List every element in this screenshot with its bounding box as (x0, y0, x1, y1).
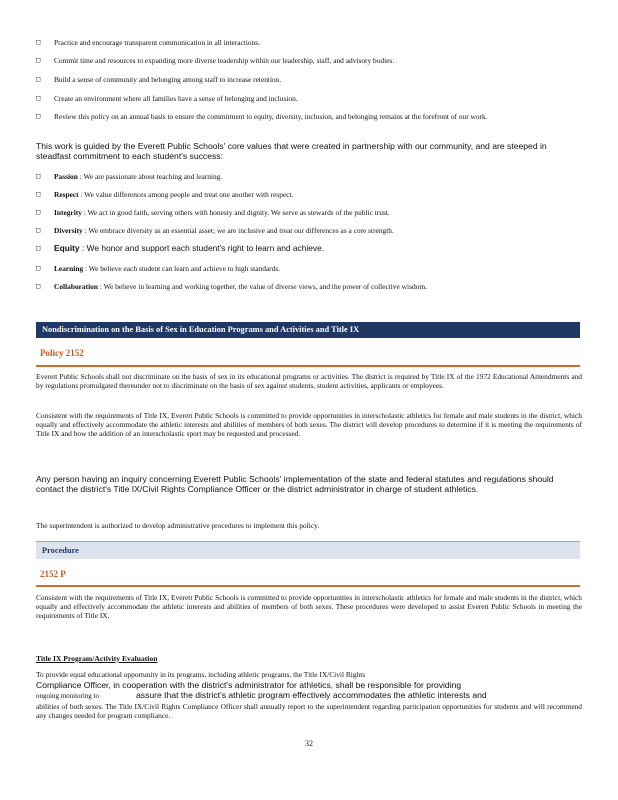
bullet-marker: □ (36, 282, 41, 290)
bullet-marker: □ (36, 75, 41, 83)
list-item (36, 94, 576, 103)
core-value-desc: : We act in good faith, serving others with honesty and dignity. We serve as stewards of the public trust. (83, 208, 390, 217)
core-value-term: Integrity (54, 208, 82, 217)
page-number: 32 (305, 739, 313, 748)
core-value-item (36, 226, 576, 235)
evaluation-line: To provide equal educational opportunity in its programs, including athletic programs, the Title IX/Civil Rights (36, 670, 366, 679)
core-value-term: Collaboration (54, 282, 98, 291)
procedure-paragraph: Consistent with the requirements of Title IX, Everett Public Schools is committed to provide opportunities in interscholastic athletics for female and male students in the district, which equally and effectively accommodate the athletic interests and abilities of members of both sexes. These procedures were developed to assist Everett Public Schools in meeting the requirements of Title IX. (36, 593, 582, 620)
core-value-desc: : We embrace diversity as an essential asset; we are inclusive and treat our differences as a core strength. (84, 226, 394, 235)
bullet-text: Build a sense of community and belonging among staff to increase retention. (54, 75, 282, 84)
core-value-item (36, 208, 576, 217)
core-value-item (36, 190, 576, 199)
core-value-term: Learning (54, 264, 84, 273)
core-value-desc: : We value differences among people and treat one another with respect. (80, 190, 294, 199)
core-value-term: Diversity (54, 226, 83, 235)
core-value-term: Respect (54, 190, 79, 199)
core-value-desc: : We believe each student can learn and achieve to high standards. (85, 264, 281, 273)
evaluation-line: assure that the district's athletic program effectively accommodates the athletic interests and (136, 690, 487, 700)
policy-paragraph: Consistent with the requirements of Title IX, Everett Public Schools is committed to provide opportunities in interscholastic athletics for female and male students in the district, which equally and effectively accommodate the athletic interests and abilities of members of both sexes. The district will develop procedures to determine if it is meeting the requirements of Title IX and how the addition of an interscholastic sport may be requested and processed. (36, 411, 582, 438)
list-item (36, 75, 576, 84)
values-intro: This work is guided by the Everett Public Schools' core values that were created in partnership with our community, and are steeped in steadfast commitment to each student's success: (36, 141, 547, 161)
evaluation-line: abilities of both sexes. The Title IX/Civil Rights Compliance Officer shall annually report to the superintendent regarding participation opportunities for students and will recommend any changes needed for program compliance. (36, 702, 582, 720)
bullet-marker: □ (36, 56, 41, 64)
bullet-marker: □ (36, 264, 41, 272)
bullet-marker: □ (36, 112, 41, 120)
bullet-marker: □ (36, 38, 41, 46)
procedure-number: 2152 P (40, 569, 66, 579)
section-divider (36, 365, 580, 367)
core-value-term: Equity (54, 243, 80, 253)
policy-paragraph: Any person having an inquiry concerning Everett Public Schools' implementation of the state and federal statutes and regulations should contact the district's Title IX/Civil Rights Compliance Officer or the district administrator in charge of student athletics. (36, 474, 554, 494)
core-value-item (36, 244, 576, 253)
core-value-item (36, 282, 576, 291)
list-item (36, 56, 576, 65)
evaluation-heading: Title IX Program/Activity Evaluation (36, 654, 158, 663)
bullet-text: Commit time and resources to expanding more diverse leadership within our leadership, staff, and advisory bodies. (54, 56, 395, 65)
bullet-marker: □ (36, 172, 41, 180)
core-value-desc: : We honor and support each student's right to learn and achieve. (81, 243, 325, 253)
bullet-marker: □ (36, 94, 41, 102)
bullet-marker: □ (36, 226, 41, 234)
section-banner: Nondiscrimination on the Basis of Sex in Education Programs and Activities and Title IX (36, 322, 580, 338)
procedure-bar: Procedure (36, 541, 580, 559)
policy-paragraph: The superintendent is authorized to develop administrative procedures to implement this policy. (36, 521, 320, 530)
bullet-marker: □ (36, 190, 41, 198)
core-value-desc: : We are passionate about teaching and learning. (79, 172, 223, 181)
evaluation-line: ongoing monitoring to (36, 692, 99, 700)
bullet-text: Practice and encourage transparent communication in all interactions. (54, 38, 261, 47)
policy-heading: Policy 2152 (40, 348, 84, 358)
bullet-marker: □ (36, 208, 41, 216)
evaluation-line: Compliance Officer, in cooperation with the district's administrator for athletics, shall be responsible for providing (36, 680, 462, 690)
core-value-term: Passion (54, 172, 78, 181)
core-value-item (36, 264, 576, 273)
list-item (36, 38, 576, 47)
bullet-text: Review this policy on an annual basis to ensure the commitment to equity, diversity, inclusion, and belonging remains at the forefront of our work. (54, 112, 488, 121)
list-item (36, 112, 576, 121)
policy-paragraph: Everett Public Schools shall not discriminate on the basis of sex in its educational programs or activities. The district is required by Title IX of the 1972 Educational Amendments and by regulations promulgated thereunder not to discriminate on the basis of sex against students, student activities, applicants or employees. (36, 372, 582, 390)
bullet-marker: □ (36, 244, 41, 252)
core-value-item (36, 172, 576, 181)
bullet-text: Create an environment where all families have a sense of belonging and inclusion. (54, 94, 298, 103)
core-value-desc: : We believe in learning and working together, the value of diverse views, and the power of collective wisdom. (99, 282, 427, 291)
section-divider (36, 585, 580, 587)
